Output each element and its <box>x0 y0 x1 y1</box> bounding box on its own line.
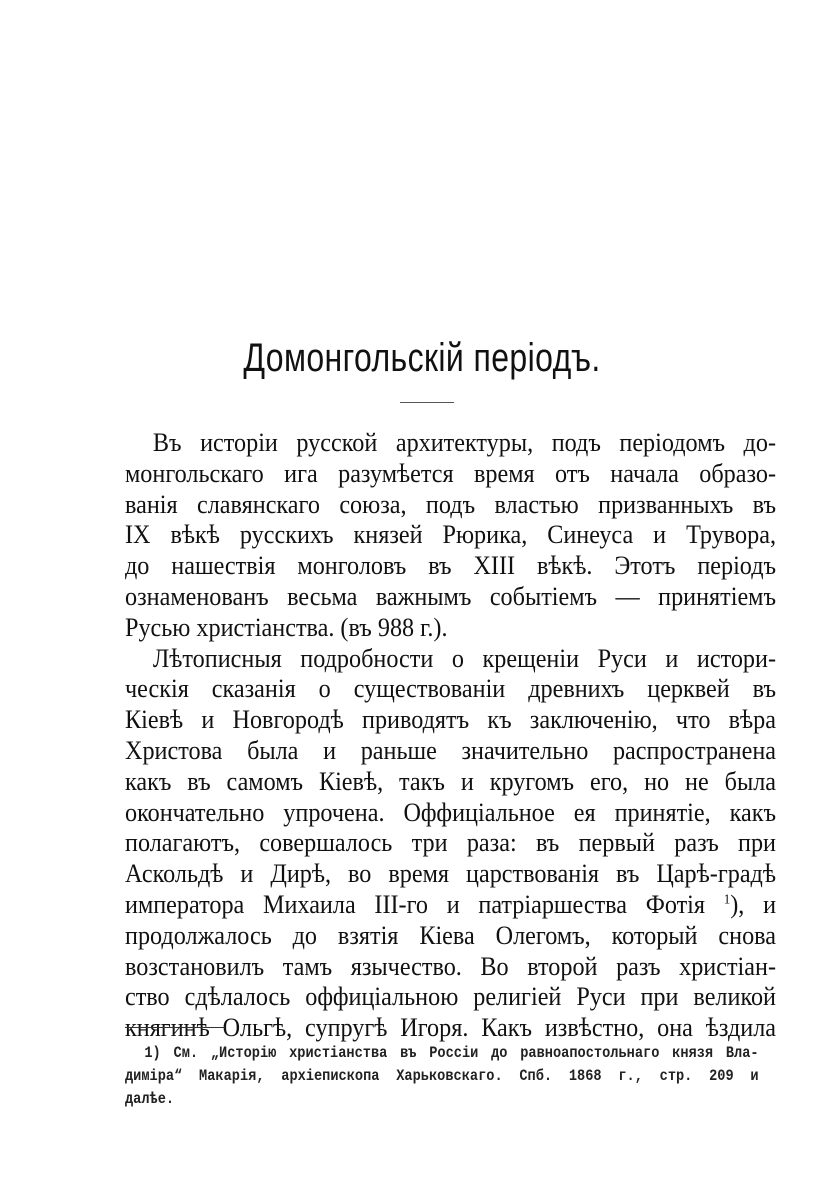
text-line: окончательно упрочена. Оффиціальное ея принятіе, какъ <box>125 797 776 827</box>
text-line-with-footnote <box>125 890 776 921</box>
paragraph <box>125 428 825 644</box>
text-line: Лѣтописныя подробности о крещеніи Руси и истори- <box>152 643 776 673</box>
footnote-number: 1) <box>144 1044 161 1062</box>
footnote-line <box>125 1042 759 1065</box>
text-line: IX вѣкѣ русскихъ князей Рюрика, Синеуса и Трувора, <box>125 520 776 550</box>
text-line: ство сдѣлалось оффиціальною религіей Руси при великой <box>125 982 776 1012</box>
footnote-line: далѣе. <box>125 1090 175 1108</box>
text-fragment: ), и <box>730 889 777 919</box>
footnote-text: См. „Исторію христіанства въ Россіи до равноапостольнаго князя Вла- <box>173 1044 759 1062</box>
text-line: ознаменованъ весьма важнымъ событіемъ — принятіемъ <box>125 581 776 611</box>
text-line: Кіевѣ и Новгородѣ приводятъ къ заключенію, что вѣра <box>125 705 776 735</box>
text-line: продолжалось до взятія Кіева Олегомъ, который снова <box>125 920 776 950</box>
title-rule <box>400 402 454 403</box>
text-line: Аскольдѣ и Дирѣ, во время царствованія въ Царѣ-градѣ <box>125 859 776 889</box>
text-line: до нашествія монголовъ въ XIII вѣкѣ. Этотъ періодъ <box>125 551 776 581</box>
footnotes <box>125 1042 840 1111</box>
chapter-title: Домонгольскій періодъ. <box>243 336 601 380</box>
text-line: возстановилъ тамъ язычество. Во второй разъ христіан- <box>125 951 776 981</box>
text-line: монгольскаго ига разумѣется время отъ начала образо- <box>125 458 776 488</box>
paragraph <box>125 644 825 1044</box>
text-line: Русью христіанства. (въ 988 г.). <box>125 612 448 642</box>
text-line: ванія славянскаго союза, подъ властью призванныхъ въ <box>125 489 776 519</box>
footnote-rule <box>125 1027 225 1028</box>
footnote-line: диміра“ Макарія, архіепископа Харьковскаго. Спб. 1868 г., стр. 209 и <box>125 1067 759 1085</box>
text-line: полагаютъ, совершалось три раза: въ первый разъ при <box>125 828 776 858</box>
text-line: княгинѣ Ольгѣ, супругѣ Игоря. Какъ извѣстно, она ѣздила <box>125 1013 776 1043</box>
footnote-marker[interactable]: 1 <box>723 892 731 908</box>
text-line: ческія сказанія о существованіи древнихъ церквей въ <box>125 674 776 704</box>
text-line: Христова была и раньше значительно распространена <box>125 735 776 765</box>
text-line: Въ исторіи русской архитектуры, подъ періодомъ до- <box>152 428 776 457</box>
body-text <box>125 428 825 1044</box>
text-line: какъ въ самомъ Кіевѣ, такъ и кругомъ его, но не была <box>125 766 776 796</box>
text-fragment: императора Михаила III-го и патріаршества Фотія <box>125 889 706 919</box>
